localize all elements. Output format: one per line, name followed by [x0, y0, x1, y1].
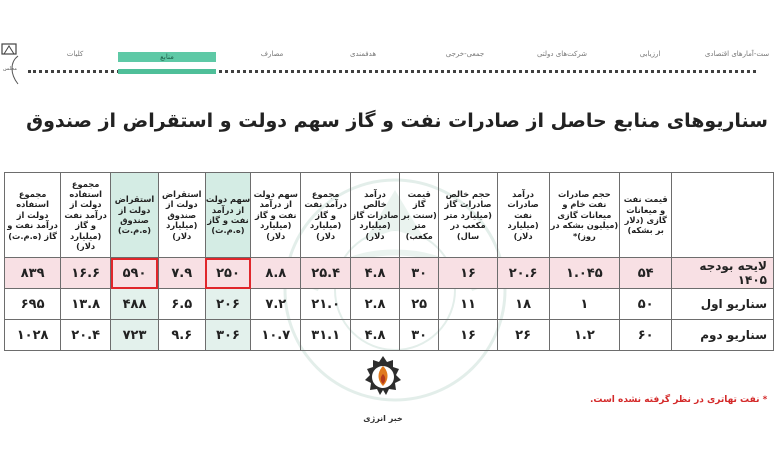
highlighted-cell: ۲۵۰: [205, 258, 251, 289]
table-cell: ۹.۶: [158, 320, 205, 351]
page-title: سناریوهای منابع حاصل از صادرات نفت و گاز سهم دولت و استقراض از صندوق: [26, 110, 768, 132]
header-gas-export-volume: حجم خالص صادرات گاز (میلیارد متر مکعب در سال): [439, 173, 497, 258]
table-cell: ۵۴: [620, 258, 672, 289]
table-header-row: [5, 173, 774, 258]
tab-sum-expense[interactable]: جمعی-خرجی: [445, 50, 485, 58]
table-cell: ۲.۸: [351, 289, 400, 320]
scenario-table: [4, 172, 774, 351]
table-cell: ۱.۲: [549, 320, 620, 351]
table-cell: ۱۸: [497, 289, 549, 320]
table-cell: ۲۰۶: [205, 289, 251, 320]
header-scenario: [672, 173, 774, 258]
table-cell: ۸.۸: [251, 258, 301, 289]
table-cell: ۶۹۵: [5, 289, 61, 320]
header-gas-export-revenue: درآمد خالص صادرات گاز (میلیارد دلار): [351, 173, 400, 258]
header-total-revenue: مجموع درآمد نفت و گاز (میلیارد دلار): [301, 173, 351, 258]
table-row: [5, 289, 774, 320]
header-oil-export-revenue: درآمد صادرات نفت (میلیارد دلار): [497, 173, 549, 258]
table-cell: ۲۵.۴: [301, 258, 351, 289]
table-cell: ۶۰: [620, 320, 672, 351]
svg-text:مجلس: مجلس: [3, 66, 17, 72]
tab-expenses[interactable]: مصارف: [260, 50, 284, 58]
table-cell: ۱۱: [439, 289, 497, 320]
table-cell: ۳۰: [399, 320, 438, 351]
table-cell: ۸۳۹: [5, 258, 61, 289]
table-cell: ۴۸۸: [111, 289, 159, 320]
table-cell: ۲۱.۰: [301, 289, 351, 320]
header-oil-export-volume: حجم صادرات نفت خام و میعانات گازی (میلیون بشکه در روز)*: [549, 173, 620, 258]
header-gov-share-toman: سهم دولت از درآمد نفت و گاز (ه.م.ت): [205, 173, 251, 258]
row-label: سناریو دوم: [672, 320, 774, 351]
header-fund-borrowing-usd: استقراض دولت از صندوق (میلیارد دلار): [158, 173, 205, 258]
table-cell: ۱: [549, 289, 620, 320]
header-gov-share-usd: سهم دولت از درآمد نفت و گاز (میلیارد دلار): [251, 173, 301, 258]
top-navigation: [0, 46, 770, 64]
table-cell: ۵۰: [620, 289, 672, 320]
tab-targeting[interactable]: هدفمندی: [349, 50, 377, 58]
table-cell: ۱۶: [439, 258, 497, 289]
table-cell: ۲۶: [497, 320, 549, 351]
tab-resources[interactable]: منابع: [118, 52, 216, 62]
highlighted-cell: ۵۹۰: [111, 258, 159, 289]
header-fund-borrowing-toman: استقراض دولت از صندوق (ه.م.ت): [111, 173, 159, 258]
table-cell: ۶.۵: [158, 289, 205, 320]
table-cell: ۱۳.۸: [61, 289, 111, 320]
table-row: [5, 320, 774, 351]
table-cell: ۳۱.۱: [301, 320, 351, 351]
table-cell: ۱.۰۴۵: [549, 258, 620, 289]
header-total-use-toman: مجموع استفاده دولت از درآمد نفت و گاز (ه.م.ت): [5, 173, 61, 258]
table-cell: ۴.۸: [351, 320, 400, 351]
table-cell: ۷.۹: [158, 258, 205, 289]
table-cell: ۲۵: [399, 289, 438, 320]
table-cell: ۱۶: [439, 320, 497, 351]
nav-active-indicator: [118, 69, 216, 74]
footnote: * نفت تهاتری در نظر گرفته نشده است.: [590, 395, 768, 405]
row-label: لایحه بودجه ۱۴۰۵: [672, 258, 774, 289]
header-oil-price: قیمت نفت و میعانات گازی (دلار بر بشکه): [620, 173, 672, 258]
table-cell: ۱۰.۷: [251, 320, 301, 351]
table-cell: ۴.۸: [351, 258, 400, 289]
brand-logo: [358, 352, 408, 432]
table-cell: ۷.۲: [251, 289, 301, 320]
table-cell: ۲۰.۶: [497, 258, 549, 289]
row-label: سناریو اول: [672, 289, 774, 320]
table-cell: ۱۶.۶: [61, 258, 111, 289]
tab-state-companies[interactable]: شرکت‌های دولتی: [536, 50, 588, 58]
header-gas-price: قیمت گاز (سنت بر متر مکعب): [399, 173, 438, 258]
table-cell: ۲۰.۴: [61, 320, 111, 351]
tab-overview[interactable]: کلیات: [66, 50, 84, 58]
header-total-use-usd: مجموع استفاده دولت از درآمد نفت و گاز (میلیارد دلار): [61, 173, 111, 258]
tab-evaluation[interactable]: ارزیابی: [639, 50, 661, 58]
table-cell: ۱۰۲۸: [5, 320, 61, 351]
gear-flame-icon: [361, 352, 405, 408]
brand-label: خبر انرژی: [363, 414, 403, 423]
table-cell: ۷۲۳: [111, 320, 159, 351]
table-cell: ۳۰: [399, 258, 438, 289]
table-cell: ۳۰۶: [205, 320, 251, 351]
tab-economic-stats[interactable]: ست-آمارهای اقتصادی: [704, 50, 770, 58]
table-row: [5, 258, 774, 289]
